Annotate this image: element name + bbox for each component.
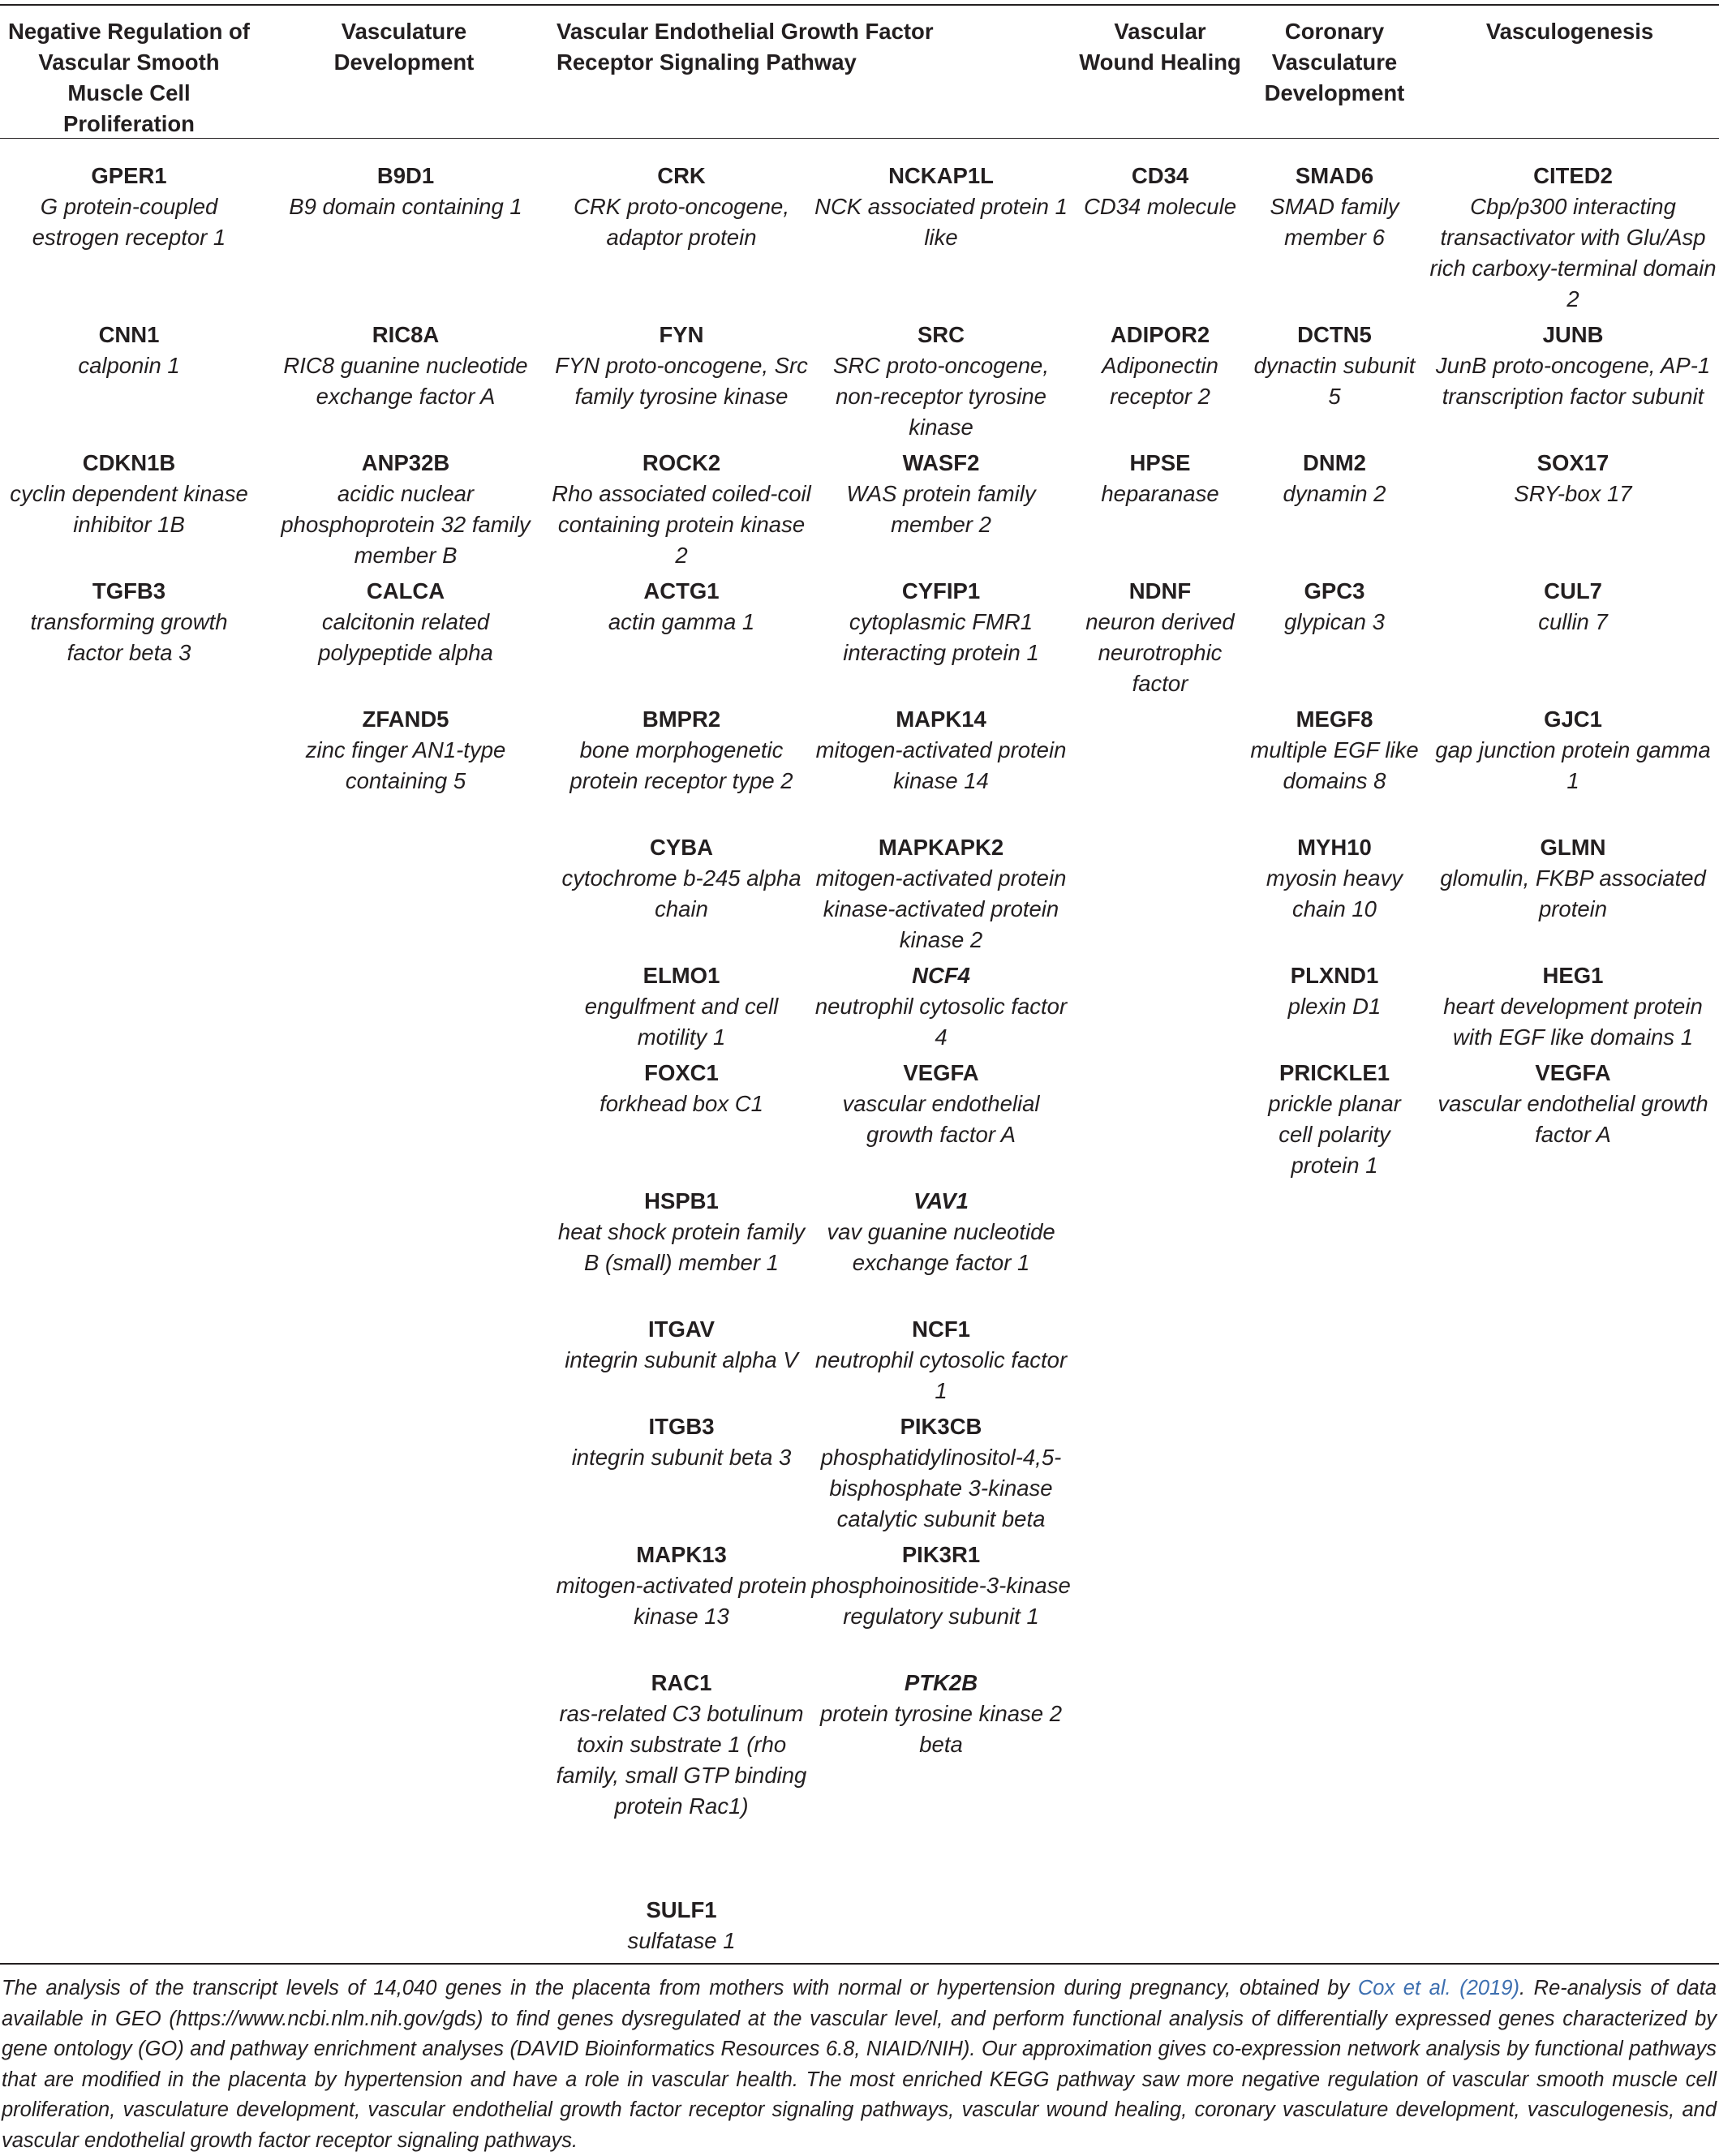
- gene-description: vascular endothelial growth factor A: [1438, 1091, 1708, 1147]
- gene-entry: [1428, 832, 1718, 925]
- gene-description: integrin subunit alpha V: [565, 1347, 798, 1372]
- gene-symbol: NCKAP1L: [888, 163, 994, 188]
- gene-description: actin gamma 1: [608, 609, 755, 634]
- gene-entry: [552, 1895, 811, 1956]
- gene-entry: [552, 1186, 811, 1278]
- gene-symbol: ITGB3: [648, 1414, 715, 1439]
- gene-symbol: CDKN1B: [82, 450, 176, 475]
- gene-entry: [1249, 960, 1420, 1022]
- gene-symbol: JUNB: [1542, 322, 1604, 347]
- gene-entry: [1249, 704, 1420, 797]
- gene-entry: [552, 1314, 811, 1376]
- gene-symbol: RAC1: [651, 1670, 712, 1695]
- gene-description: SRC proto-oncogene, non-receptor tyrosine kinase: [833, 353, 1049, 440]
- gene-description: Cbp/p300 interacting transactivator with Glu/Asp rich carboxy-terminal domain 2: [1429, 194, 1717, 311]
- gene-description: phosphatidylinositol-4,5-bisphosphate 3-kinase catalytic subunit beta: [820, 1445, 1062, 1531]
- gene-description: acidic nuclear phosphoprotein 32 family member B: [281, 481, 531, 568]
- gene-entry: [811, 960, 1071, 1053]
- gene-symbol: NCF1: [912, 1316, 970, 1342]
- gene-symbol: PRICKLE1: [1279, 1060, 1390, 1085]
- gene-symbol: PIK3R1: [901, 1542, 981, 1567]
- gene-description: integrin subunit beta 3: [571, 1445, 792, 1470]
- gene-symbol: PTK2B: [904, 1670, 978, 1695]
- gene-description: neutrophil cytosolic factor 4: [814, 994, 1068, 1050]
- gene-description: forkhead box C1: [600, 1091, 763, 1116]
- gene-entry: [552, 704, 811, 797]
- gene-entry: [811, 832, 1071, 956]
- gene-description: transforming growth factor beta 3: [30, 609, 228, 665]
- gene-symbol: VEGFA: [903, 1060, 979, 1085]
- gene-description: plexin D1: [1287, 994, 1382, 1019]
- gene-description: cytochrome b-245 alpha chain: [561, 865, 801, 921]
- gene-entry: [552, 320, 811, 412]
- gene-entry: [811, 1314, 1071, 1407]
- gene-description: engulfment and cell motility 1: [584, 994, 779, 1050]
- gene-entry: [1071, 576, 1249, 699]
- gene-description: dynamin 2: [1283, 481, 1386, 506]
- gene-description: heparanase: [1101, 481, 1219, 506]
- gene-entry: [268, 448, 544, 571]
- gene-symbol: PLXND1: [1290, 963, 1379, 988]
- gene-symbol: MEGF8: [1296, 706, 1373, 732]
- gene-entry: [552, 1058, 811, 1119]
- gene-entry: [0, 448, 258, 540]
- gene-symbol: GLMN: [1540, 835, 1606, 860]
- gene-description: mitogen-activated protein kinase-activated protein kinase 2: [815, 865, 1067, 952]
- gene-description: cyclin dependent kinase inhibitor 1B: [10, 481, 248, 537]
- gene-entry: [1249, 320, 1420, 412]
- gene-entry: [0, 576, 258, 668]
- header-vasculogenesis: Vasculogenesis: [1485, 19, 1654, 44]
- gene-description: calponin 1: [78, 353, 180, 378]
- gene-description: heat shock protein family B (small) member 1: [557, 1219, 806, 1275]
- header-vegf-signaling: Vascular Endothelial Growth Factor Receptor Signaling Pathway: [557, 19, 934, 75]
- gene-entry: [811, 448, 1071, 540]
- gene-description: myosin heavy chain 10: [1266, 865, 1403, 921]
- gene-description: glomulin, FKBP associated protein: [1440, 865, 1706, 921]
- gene-entry: [1071, 320, 1249, 412]
- gene-description: zinc finger AN1-type containing 5: [305, 737, 506, 793]
- gene-entry: [552, 576, 811, 638]
- gene-entry: [552, 1411, 811, 1473]
- gene-description: neuron derived neurotrophic factor: [1085, 609, 1235, 696]
- gene-entry: [1428, 576, 1718, 638]
- gene-symbol: MAPK14: [896, 706, 986, 732]
- gene-entry: [811, 576, 1071, 668]
- gene-entry: [1428, 320, 1718, 412]
- gene-description: CD34 molecule: [1083, 194, 1236, 219]
- gene-entry: [811, 161, 1071, 253]
- gene-entry: [1071, 448, 1249, 509]
- gene-symbol: RIC8A: [372, 322, 440, 347]
- top-rule: [0, 4, 1719, 6]
- gene-description: prickle planar cell polarity protein 1: [1268, 1091, 1401, 1178]
- gene-entry: [1428, 960, 1718, 1053]
- gene-entry: [1428, 448, 1718, 509]
- gene-symbol: VEGFA: [1535, 1060, 1611, 1085]
- gene-description: B9 domain containing 1: [289, 194, 522, 219]
- gene-entry: [811, 1411, 1071, 1535]
- gene-entry: [552, 960, 811, 1053]
- gene-symbol: DCTN5: [1297, 322, 1372, 347]
- gene-entry: [1071, 161, 1249, 222]
- gene-entry: [1428, 704, 1718, 797]
- gene-symbol: FOXC1: [644, 1060, 719, 1085]
- gene-entry: [552, 161, 811, 253]
- gene-description: NCK associated protein 1 like: [814, 194, 1068, 250]
- header-rule: [0, 138, 1719, 139]
- gene-entry: [1249, 832, 1420, 925]
- gene-symbol: ACTG1: [643, 578, 720, 603]
- gene-symbol: MYH10: [1297, 835, 1372, 860]
- gene-entry: [0, 161, 258, 253]
- gene-symbol: GJC1: [1544, 706, 1602, 732]
- citation-link[interactable]: Cox et al. (2019): [1357, 1977, 1519, 1999]
- gene-symbol: FYN: [659, 322, 704, 347]
- gene-entry: [811, 320, 1071, 443]
- gene-description: phosphoinositide-3-kinase regulatory subunit 1: [811, 1573, 1071, 1629]
- gene-description: Rho associated coiled-coil containing protein kinase 2: [552, 481, 811, 568]
- gene-entry: [811, 1668, 1071, 1760]
- header-vasculature-development: Vasculature Development: [333, 19, 475, 75]
- gene-description: SRY-box 17: [1514, 481, 1632, 506]
- gene-symbol: CNN1: [98, 322, 160, 347]
- gene-symbol: CYBA: [650, 835, 713, 860]
- gene-description: dynactin subunit 5: [1253, 353, 1416, 409]
- gene-symbol: ROCK2: [642, 450, 721, 475]
- gene-symbol: SRC: [917, 322, 965, 347]
- footnote-text-end: . Re-analysis of data available in GEO (https://www.ncbi.nlm.nih.gov/gds) to find genes dysregulated at the vascular level, and perform functional analysis of differentially expressed genes characterized by gene ontology (GO) and pathway enrichment analyses (DAVID Bioinformatics Resources 6.8, NIAID/NIH). Our approximation gives co-expression network analysis by functional pathways that are modified in the placenta by hypertension and have a role in vascular health. The most enriched KEGG pathway saw more negative regulation of vascular smooth muscle cell proliferation, vasculature development, vascular endothelial growth factor receptor signaling pathways, vascular wound healing, coronary vasculature development, vasculogenesis, and vascular endothelial growth factor receptor signaling pathways.: [2, 1977, 1717, 2152]
- gene-entry: [811, 1058, 1071, 1150]
- gene-symbol: SOX17: [1536, 450, 1609, 475]
- gene-description: multiple EGF like domains 8: [1250, 737, 1419, 793]
- gene-entry: [268, 704, 544, 797]
- header-negative-regulation: Negative Regulation of Vascular Smooth Muscle Cell Proliferation: [8, 19, 250, 136]
- gene-entry: [1249, 161, 1420, 253]
- gene-symbol: HSPB1: [644, 1188, 719, 1213]
- gene-symbol: CD34: [1131, 163, 1189, 188]
- gene-description: SMAD family member 6: [1270, 194, 1399, 250]
- gene-description: vascular endothelial growth factor A: [842, 1091, 1040, 1147]
- gene-description: vav guanine nucleotide exchange factor 1: [827, 1219, 1055, 1275]
- gene-description: cytoplasmic FMR1 interacting protein 1: [843, 609, 1039, 665]
- gene-entry: [552, 1668, 811, 1822]
- gene-description: bone morphogenetic protein receptor type 2: [569, 737, 793, 793]
- gene-description: mitogen-activated protein kinase 13: [556, 1573, 807, 1629]
- gene-description: gap junction protein gamma 1: [1435, 737, 1711, 793]
- gene-symbol: BMPR2: [642, 706, 721, 732]
- gene-symbol: PIK3CB: [900, 1414, 982, 1439]
- footnote-text-start: The analysis of the transcript levels of 14,040 genes in the placenta from mothers with normal or hypertension during pregnancy, obtained by: [2, 1977, 1358, 1999]
- gene-symbol: ELMO1: [642, 963, 720, 988]
- gene-symbol: NDNF: [1128, 578, 1192, 603]
- gene-symbol: CRK: [657, 163, 706, 188]
- gene-symbol: CUL7: [1544, 578, 1602, 603]
- gene-symbol: DNM2: [1303, 450, 1366, 475]
- bottom-rule: [0, 1963, 1719, 1965]
- gene-description: sulfatase 1: [627, 1928, 736, 1953]
- gene-symbol: ITGAV: [648, 1316, 715, 1342]
- gene-symbol: B9D1: [376, 163, 435, 188]
- gene-entry: [552, 448, 811, 571]
- gene-symbol: HEG1: [1542, 963, 1604, 988]
- gene-symbol: GPER1: [91, 163, 167, 188]
- gene-description: neutrophil cytosolic factor 1: [814, 1347, 1068, 1403]
- gene-description: CRK proto-oncogene, adaptor protein: [574, 194, 789, 250]
- gene-entry: [1249, 576, 1420, 638]
- gene-entry: [1428, 1058, 1718, 1150]
- gene-entry: [1249, 1058, 1420, 1181]
- gene-symbol: ANP32B: [361, 450, 450, 475]
- gene-symbol: WASF2: [902, 450, 980, 475]
- gene-entry: [552, 1540, 811, 1632]
- gene-symbol: CALCA: [366, 578, 445, 603]
- gene-symbol: MAPK13: [636, 1542, 727, 1567]
- gene-entry: [811, 704, 1071, 797]
- gene-symbol: ZFAND5: [362, 706, 449, 732]
- gene-symbol: NCF4: [912, 963, 970, 988]
- table-footnote: [2, 1973, 1717, 2156]
- gene-symbol: ADIPOR2: [1110, 322, 1210, 347]
- gene-entry: [0, 320, 258, 381]
- gene-entry: [1249, 448, 1420, 509]
- header-coronary-vasculature: Coronary Vasculature Development: [1264, 19, 1405, 105]
- gene-entry: [811, 1540, 1071, 1632]
- gene-description: mitogen-activated protein kinase 14: [815, 737, 1067, 793]
- gene-description: FYN proto-oncogene, Src family tyrosine kinase: [555, 353, 808, 409]
- gene-entry: [268, 161, 544, 222]
- gene-entry: [1428, 161, 1718, 315]
- gene-description: cullin 7: [1538, 609, 1608, 634]
- gene-description: ras-related C3 botulinum toxin substrate 1 (rho family, small GTP binding protein Rac1): [556, 1701, 807, 1819]
- gene-description: JunB proto-oncogene, AP-1 transcription factor subunit: [1435, 353, 1711, 409]
- gene-description: protein tyrosine kinase 2 beta: [819, 1701, 1063, 1757]
- gene-description: heart development protein with EGF like domains 1: [1443, 994, 1703, 1050]
- gene-description: calcitonin related polypeptide alpha: [318, 609, 493, 665]
- gene-symbol: SULF1: [646, 1897, 717, 1922]
- gene-symbol: CITED2: [1533, 163, 1613, 188]
- gene-symbol: SMAD6: [1295, 163, 1374, 188]
- gene-description: Adiponectin receptor 2: [1102, 353, 1218, 409]
- gene-symbol: MAPKAPK2: [878, 835, 1004, 860]
- gene-symbol: TGFB3: [92, 578, 166, 603]
- gene-description: G protein-coupled estrogen receptor 1: [32, 194, 226, 250]
- gene-entry: [268, 576, 544, 668]
- header-vascular-wound-healing: Vascular Wound Healing: [1079, 19, 1241, 75]
- gene-symbol: GPC3: [1304, 578, 1365, 603]
- gene-description: RIC8 guanine nucleotide exchange factor A: [283, 353, 528, 409]
- gene-entry: [268, 320, 544, 412]
- gene-entry: [811, 1186, 1071, 1278]
- gene-symbol: VAV1: [913, 1188, 969, 1213]
- gene-symbol: HPSE: [1129, 450, 1191, 475]
- gene-entry: [552, 832, 811, 925]
- gene-symbol: CYFIP1: [901, 578, 981, 603]
- gene-description: glypican 3: [1284, 609, 1385, 634]
- gene-description: WAS protein family member 2: [846, 481, 1036, 537]
